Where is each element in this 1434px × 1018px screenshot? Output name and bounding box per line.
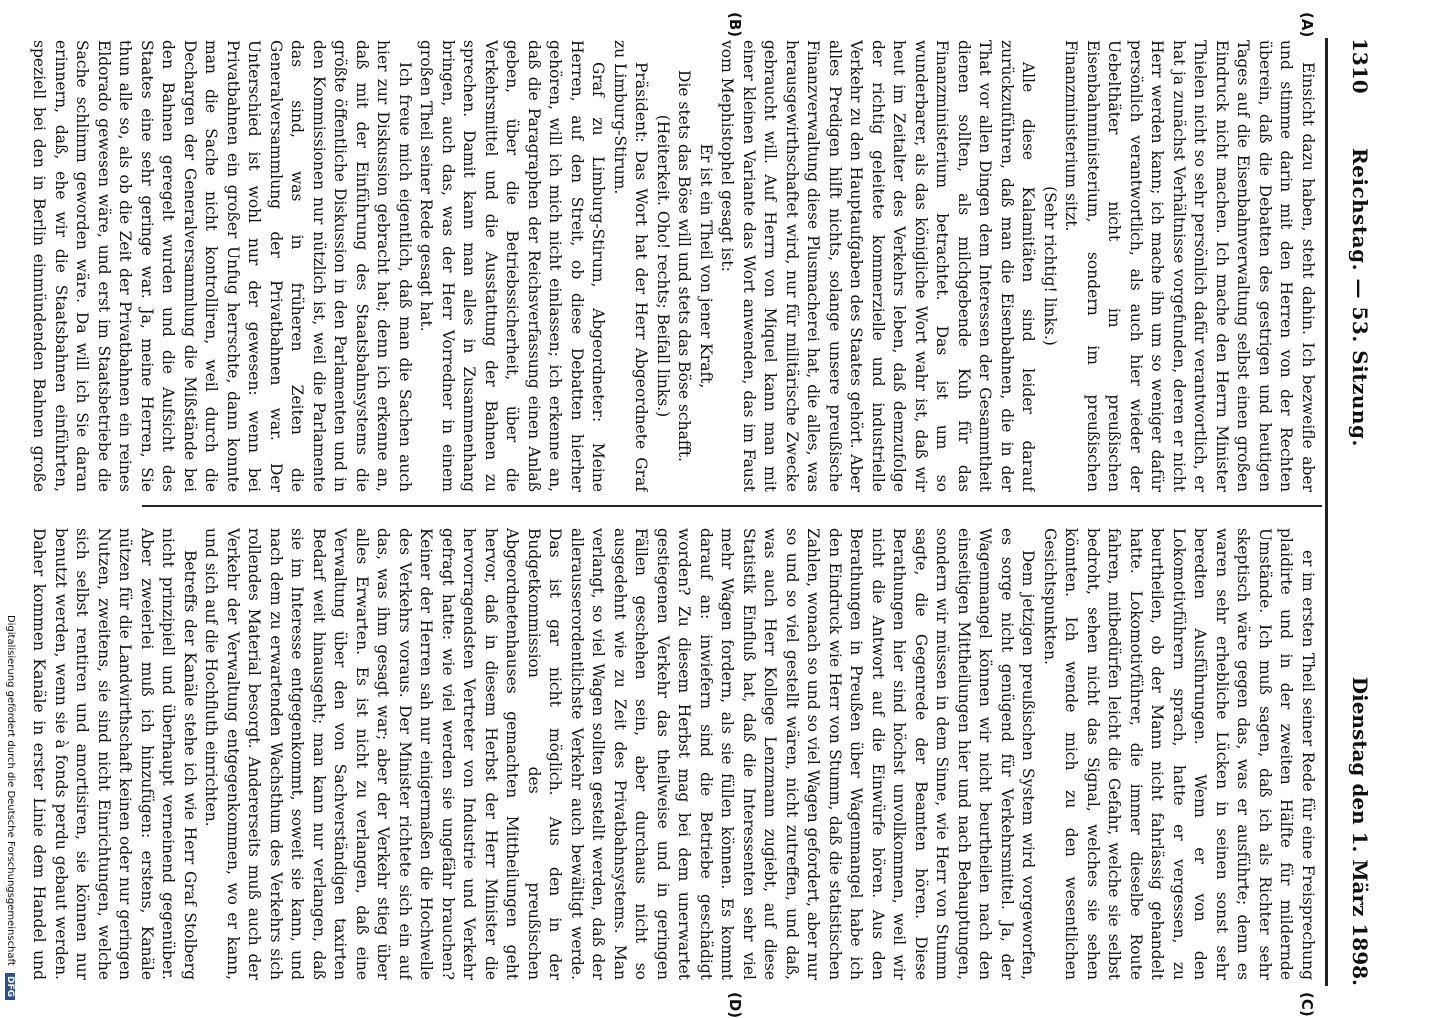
running-title: Reichstag. — 53. Sitzung. — [1348, 148, 1372, 447]
paragraph: Einsicht dazu haben, steht dahin. Ich bezweifle aber und stimme darin mit den Herren von der Rechten überein, daß die Debatten des gestrigen und heutigen Tages auf die Eisenbahnverwaltung selbst einen großen Eindruck nicht machen. Ich mache den Herrn Minister Thielen nicht so sehr persönlich dafür verantwortlich, er hat ja zunächst Verhältnisse vorgefunden, deren er nicht Herr werden kann; ich mache ihn um so weniger dafür persönlich verantwortlich, als auch hier wieder der Uebelthäter nicht im preußischen Eisenbahnministerium, sondern im preußischen Finanzministerium sitzt. — [1062, 40, 1317, 492]
paragraph: er im ersten Theil seiner Rede für eine Freisprechung plaidirte und in der zweiten Hälfte für mildernde Umstände. Ich muß sagen, daß ich als Richter sehr skeptisch wäre gegen das, was er ausführte; denn es waren sehr erhebliche Lücken in seinen sonst sehr beredten Ausführungen. Wenn er von den Lokomotivführern sprach, hatte er vergessen, zu beurtheilen, ob der Mann nicht fahrlässig gehandelt hatte. Lokomotivführer, die immer dieselbe Route fahren, mitbedürfen leicht die Gefahr, welche sie selbst bedroht, sehen nicht das Signal, welches sie sehen könnten. Ich wende mich zu den wesentlichen Gesichtspunkten. — [1041, 528, 1317, 980]
column-divider — [142, 505, 1322, 507]
page-header — [1338, 38, 1378, 986]
paragraph: Graf zu Limburg-Stirum, Abgeordneter: Meine Herren, auf den Streit, ob diese Debatten hierher gehören, will ich mich nicht einlassen; ich erkenne an, daß die Paragraphen der Reichsverfassung einen Anlaß geben, über die Betriebssicherheit, über die Verkehrsmittel und die Ausstattung der Bahnen zu sprechen. Damit kann man alles in Zusammenhang bringen, auch das, was der Herr Vorredner in einem großen Theil seiner Rede gesagt hat. — [417, 40, 608, 492]
paragraph: Ich freue mich eigentlich, daß man die Sachen auch hier zur Diskussion gebracht hat; denn ich erkenne an, daß mit der Einführung des Staatsbahnsystems die größte öffentliche Diskussion in den Parlamenten und in den Kommissionen nur nützlich ist, weil die Parlamente das sind, was in früheren Zeiten die Generalversammlung der Privatbahnen war. Der Unterschied ist wohl nur der gewesen: wenn bei Privatbahnen ein großer Unfug herrschte, dann konnte man die Sache nicht kontrolliren, weil durch die Dechargen der Generalversammlung die Mißstände bei den Bahnen geregelt wurden und die Aufsicht des Staates eine sehr geringe war. Ja, meine Herren, Sie thun alle so, als ob die Zeit der Privatbahnen ein reines Eldorado gewesen wäre, und erst im Staatsbetriebe die Sache schlimm geworden wäre. Da will ich Sie daran erinnern, daß, ehe wir die Staatsbahnen einführten, speziell bei den in Berlin einmündenden Bahnen große — [30, 40, 414, 492]
paragraph: Alle diese Kalamitäten sind leider darauf zurückzuführen, daß man die Eisenbahnen, die in der That vor allen Dingen dem Interessen der Gesammtheit dienen sollten, als milchgebende Kuh für das Finanzministerium betrachtet. Das ist um so wunderbarer, als das königliche Wort wahr ist, daß wir heut im Zeitalter des Verkehrs leben, daß demzufolge der richtig geleitete kommerzielle und industrielle Verkehr zu den Hauptaufgaben des Staates gehört. Aber alles Predigen hilft nichts, solange unsere preußische Finanzverwaltung diese Plusmacherei hat, die alles, was herausgewirthschaftet wird, nur für militärische Zwecke gebraucht will. Auf Herrn von Miquel kann man mit einer kleinen Variante das Wort anwenden, das im Faust vom Mephistophel gesagt ist: — [718, 40, 1038, 492]
paragraph: Präsident: Das Wort hat der Herr Abgeordnete Graf zu Limburg-Stirum. — [611, 40, 651, 492]
interjection: (Heiterkeit. Oho! rechts; Beifall links.) — [654, 114, 672, 418]
margin-marker-c: (C) — [1298, 992, 1316, 1017]
margin-marker-a: (A) — [1298, 12, 1316, 38]
header-rule — [1325, 38, 1328, 986]
interjection: Er ist ein Theil von jener Kraft, — [697, 143, 715, 389]
footer-credit: Digitalisierung gefördert durch die Deutsche Forschungsgemeinschaft — [5, 614, 16, 966]
paragraph: Betreffs der Kanäle stehe ich wie Herr Graf Stolberg nicht prinzipiell und überhaupt verneinend gegenüber. Aber zweierlei muß ich hinzufügen: erstens, Kanäle nützen für die Landwirthschaft keinen oder nur geringen Nutzen, zweitens, sie sind nicht Einrichtungen, welche sich selbst rentiren und amortisiren, sie können nur benutzt werden, wenn sie à fonds perdu gebaut werden. Daher kommen Kanäle in erster Linie dem Handel und — [30, 528, 199, 980]
dfg-logo: DFG — [5, 973, 15, 1000]
page-footer — [0, 0, 16, 1000]
interjection: (Sehr richtig! links.) — [1041, 186, 1059, 346]
right-column — [28, 528, 1318, 980]
left-column — [28, 40, 1318, 492]
margin-marker-b: (B) — [726, 12, 744, 38]
page-number: 1310 — [1348, 38, 1372, 94]
margin-marker-d: (D) — [726, 992, 744, 1018]
interjection: Die stets das Böse will und stets das Böse schafft. — [675, 70, 694, 462]
paragraph: Dem jetzigen preußischen System wird vorgeworfen, es sorge nicht genügend für Verkehrsmittel. Ja, der Wagenmangel können wir nicht beurtheilen nach den einseitigen Mittheilungen hier und nach Behauptungen, sondern wir müssen in dem Sinne, wie Herr von Stumm sagte, die Gegenrede der Beamten hören. Diese Berathungen hier sind höchst unvollkommen, weil wir nicht die Antwort auf die Einwürfe hören. Aus den Berathungen in Preußen über Wagenmangel habe ich den Eindruck wie Herr von Stumm, daß die statistischen Zahlen, wonach so und so viel Wagen gefordert, aber nur so und so viel gestellt wären, nicht zutreffen, und daß, was auch Herr Kollege Lenzmann zugiebt, auf diese Statistik Einfluß hat, daß die Interessenten sehr viel mehr Wagen fordern, als sie füllen können. Es kommt darauf an: inwiefern sind die Betriebe geschädigt worden? Zu diesem Herbst mag bei dem unerwartet gestiegenen Verkehr das theilweise und in geringen Fällen geschehen sein, aber durchaus nicht so ausgedehnt wie zu Zeit des Privatbahnsystems. Man verlangt, so viel Wagen sollten gestellt werden, daß der allerausserordentlichste Verkehr auch bewältigt werde. Das ist gar nicht möglich. Aus den in der Budgetkommission des preußischen Abgeordnetenhauses gemachten Mittheilungen geht hervor, daß in diesem Herbst der Herr Minister die hervorragendsten Vertreter von Industrie und Verkehr gefragt hatte: wie viel werden sie ungefähr brauchen? Keiner der Herren sah nur einigermaßen die Hochwelle des Verkehrs voraus. Der Minister richtete sich ein auf das, was ihm gesagt war; aber der Verkehr stieg über alles Erwarten. Es ist nicht zu verlangen, daß eine Verwaltung über den von Sachverständigen taxirten Bedarf weit hinausgeht; man kann nur verlangen, daß sie im Interesse entgegenkommt, soweit sie kann, und nach dem zu erwartenden Wachsthum des Verkehrs sich rollendes Material besorgt. Andererseits muß auch der Verkehr der Verwaltung entgegenkommen, wo er kann, und sich auf die Hochfluth einrichten. — [202, 528, 1038, 980]
session-date: Dienstag den 1. März 1898. — [1348, 676, 1372, 986]
